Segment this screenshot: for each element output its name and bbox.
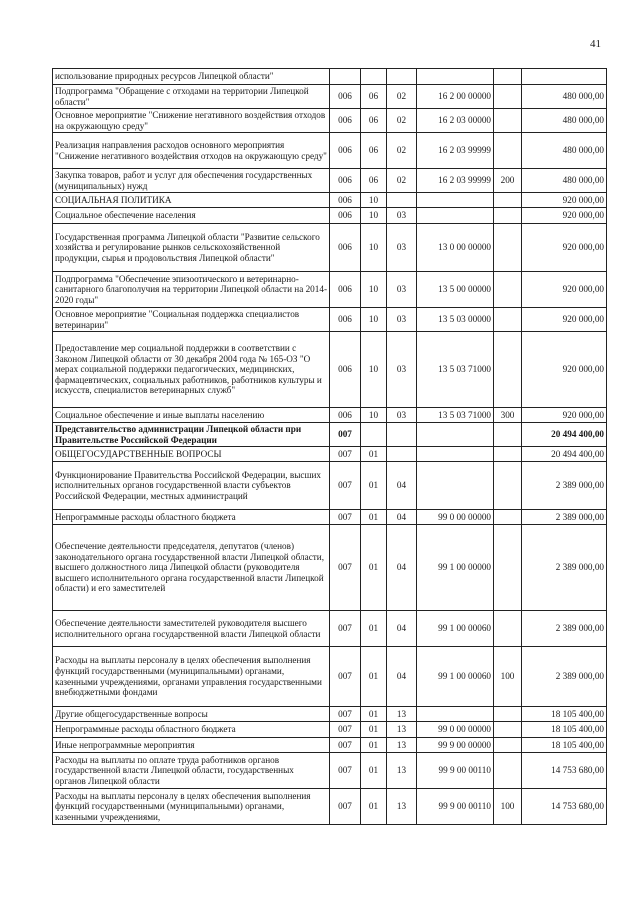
amount-cell: 2 389 000,00	[522, 611, 607, 647]
ministry-code-cell: 007	[330, 753, 361, 789]
expense-type-cell	[494, 85, 522, 109]
target-article-cell	[417, 462, 494, 510]
amount-cell: 14 753 680,00	[522, 789, 607, 825]
subsection-code-cell: 03	[387, 408, 417, 423]
target-article-cell	[417, 447, 494, 462]
ministry-code-cell: 006	[330, 308, 361, 332]
section-code-cell: 10	[361, 193, 387, 208]
expense-type-cell	[494, 133, 522, 169]
ministry-code-cell: 006	[330, 109, 361, 133]
subsection-code-cell: 04	[387, 647, 417, 707]
ministry-code-cell: 006	[330, 133, 361, 169]
ministry-code-cell: 006	[330, 208, 361, 224]
section-code-cell: 01	[361, 647, 387, 707]
budget-table-body	[53, 69, 607, 825]
row-name-cell: Расходы на выплаты по оплате труда работников органов государственной власти Липецкой области, государственных органов Липецкой области	[53, 753, 330, 789]
table-row	[53, 753, 607, 789]
row-name-cell: использование природных ресурсов Липецкой области"	[53, 69, 330, 85]
table-row	[53, 308, 607, 332]
table-row	[53, 133, 607, 169]
table-row	[53, 707, 607, 722]
target-article-cell: 16 2 03 00000	[417, 109, 494, 133]
subsection-code-cell: 02	[387, 85, 417, 109]
target-article-cell: 99 9 00 00110	[417, 753, 494, 789]
target-article-cell: 13 0 00 00000	[417, 224, 494, 272]
amount-cell: 920 000,00	[522, 193, 607, 208]
target-article-cell: 99 0 00 00000	[417, 722, 494, 738]
row-name-cell: Другие общегосударственные вопросы	[53, 707, 330, 722]
section-code-cell: 01	[361, 707, 387, 722]
budget-table	[52, 68, 607, 825]
row-name-cell: Государственная программа Липецкой области "Развитие сельского хозяйства и регулирование рынков сельскохозяйственной продукции, сырья и продовольствия Липецкой области"	[53, 224, 330, 272]
section-code-cell: 01	[361, 722, 387, 738]
subsection-code-cell: 03	[387, 332, 417, 408]
section-code-cell: 06	[361, 169, 387, 193]
ministry-code-cell: 006	[330, 224, 361, 272]
target-article-cell: 99 1 00 00060	[417, 611, 494, 647]
ministry-code-cell: 007	[330, 738, 361, 753]
section-code-cell: 01	[361, 525, 387, 611]
ministry-code-cell: 007	[330, 722, 361, 738]
row-name-cell: Расходы на выплаты персоналу в целях обеспечения выполнения функций государственными (муниципальными) органами, казенными учреждениями, органами управления государственными внебюджетными фондами	[53, 647, 330, 707]
expense-type-cell	[494, 525, 522, 611]
expense-type-cell	[494, 510, 522, 525]
subsection-code-cell: 03	[387, 272, 417, 308]
amount-cell: 18 105 400,00	[522, 707, 607, 722]
amount-cell: 480 000,00	[522, 109, 607, 133]
ministry-code-cell: 006	[330, 408, 361, 423]
subsection-code-cell: 13	[387, 753, 417, 789]
subsection-code-cell: 03	[387, 224, 417, 272]
target-article-cell: 13 5 03 71000	[417, 332, 494, 408]
subsection-code-cell: 03	[387, 208, 417, 224]
subsection-code-cell: 04	[387, 611, 417, 647]
row-name-cell: Непрограммные расходы областного бюджета	[53, 510, 330, 525]
ministry-code-cell: 007	[330, 611, 361, 647]
ministry-code-cell: 006	[330, 332, 361, 408]
expense-type-cell: 100	[494, 789, 522, 825]
ministry-code-cell: 007	[330, 707, 361, 722]
ministry-code-cell: 007	[330, 525, 361, 611]
subsection-code-cell: 03	[387, 308, 417, 332]
expense-type-cell: 200	[494, 169, 522, 193]
section-code-cell: 01	[361, 789, 387, 825]
expense-type-cell	[494, 707, 522, 722]
subsection-code-cell	[387, 69, 417, 85]
target-article-cell: 99 9 00 00110	[417, 789, 494, 825]
section-code-cell: 10	[361, 208, 387, 224]
row-name-cell: Представительство администрации Липецкой области при Правительстве Российской Федерации	[53, 423, 330, 447]
subsection-code-cell	[387, 193, 417, 208]
row-name-cell: Функционирование Правительства Российской Федерации, высших исполнительных органов государственной власти субъектов Российской Федерации, местных администраций	[53, 462, 330, 510]
target-article-cell: 16 2 03 99999	[417, 133, 494, 169]
amount-cell: 2 389 000,00	[522, 525, 607, 611]
expense-type-cell	[494, 738, 522, 753]
amount-cell: 920 000,00	[522, 224, 607, 272]
row-name-cell: Закупка товаров, работ и услуг для обеспечения государственных (муниципальных) нужд	[53, 169, 330, 193]
row-name-cell: Реализация направления расходов основного мероприятия "Снижение негативного воздействия отходов на окружающую среду"	[53, 133, 330, 169]
section-code-cell	[361, 423, 387, 447]
row-name-cell: Подпрограмма "Обращение с отходами на территории Липецкой области"	[53, 85, 330, 109]
table-row	[53, 208, 607, 224]
section-code-cell: 01	[361, 738, 387, 753]
amount-cell: 20 494 400,00	[522, 447, 607, 462]
amount-cell: 480 000,00	[522, 85, 607, 109]
row-name-cell: Социальное обеспечение и иные выплаты населению	[53, 408, 330, 423]
row-name-cell: Социальное обеспечение населения	[53, 208, 330, 224]
amount-cell: 480 000,00	[522, 133, 607, 169]
amount-cell: 2 389 000,00	[522, 510, 607, 525]
amount-cell: 18 105 400,00	[522, 722, 607, 738]
amount-cell: 20 494 400,00	[522, 423, 607, 447]
section-code-cell: 01	[361, 510, 387, 525]
subsection-code-cell: 02	[387, 133, 417, 169]
row-name-cell: СОЦИАЛЬНАЯ ПОЛИТИКА	[53, 193, 330, 208]
target-article-cell	[417, 193, 494, 208]
expense-type-cell	[494, 462, 522, 510]
amount-cell: 920 000,00	[522, 332, 607, 408]
expense-type-cell	[494, 332, 522, 408]
table-row	[53, 193, 607, 208]
expense-type-cell	[494, 272, 522, 308]
table-row	[53, 109, 607, 133]
subsection-code-cell: 04	[387, 510, 417, 525]
ministry-code-cell: 007	[330, 789, 361, 825]
row-name-cell: Основное мероприятие "Социальная поддержка специалистов ветеринарии"	[53, 308, 330, 332]
amount-cell: 14 753 680,00	[522, 753, 607, 789]
target-article-cell	[417, 208, 494, 224]
ministry-code-cell	[330, 69, 361, 85]
section-code-cell: 10	[361, 272, 387, 308]
section-code-cell: 10	[361, 408, 387, 423]
target-article-cell: 13 5 00 00000	[417, 272, 494, 308]
section-code-cell: 01	[361, 447, 387, 462]
amount-cell	[522, 69, 607, 85]
section-code-cell: 01	[361, 462, 387, 510]
row-name-cell: Подпрограмма "Обеспечение эпизоотического и ветеринарно-санитарного благополучия на территории Липецкой области на 2014-2020 годы"	[53, 272, 330, 308]
table-row	[53, 169, 607, 193]
row-name-cell: ОБЩЕГОСУДАРСТВЕННЫЕ ВОПРОСЫ	[53, 447, 330, 462]
subsection-code-cell: 02	[387, 109, 417, 133]
amount-cell: 920 000,00	[522, 308, 607, 332]
table-row	[53, 423, 607, 447]
row-name-cell: Непрограммные расходы областного бюджета	[53, 722, 330, 738]
expense-type-cell	[494, 753, 522, 789]
expense-type-cell	[494, 447, 522, 462]
section-code-cell: 01	[361, 611, 387, 647]
table-row	[53, 525, 607, 611]
expense-type-cell	[494, 611, 522, 647]
target-article-cell	[417, 69, 494, 85]
table-row	[53, 69, 607, 85]
amount-cell: 920 000,00	[522, 272, 607, 308]
table-row	[53, 462, 607, 510]
target-article-cell	[417, 707, 494, 722]
expense-type-cell	[494, 224, 522, 272]
amount-cell: 920 000,00	[522, 408, 607, 423]
expense-type-cell: 300	[494, 408, 522, 423]
table-row	[53, 647, 607, 707]
ministry-code-cell: 006	[330, 85, 361, 109]
table-row	[53, 510, 607, 525]
section-code-cell	[361, 69, 387, 85]
ministry-code-cell: 007	[330, 462, 361, 510]
target-article-cell: 99 0 00 00000	[417, 510, 494, 525]
subsection-code-cell: 04	[387, 525, 417, 611]
table-row	[53, 738, 607, 753]
section-code-cell: 06	[361, 85, 387, 109]
ministry-code-cell: 006	[330, 193, 361, 208]
amount-cell: 2 389 000,00	[522, 462, 607, 510]
subsection-code-cell: 13	[387, 707, 417, 722]
amount-cell: 920 000,00	[522, 208, 607, 224]
table-row	[53, 272, 607, 308]
subsection-code-cell: 13	[387, 722, 417, 738]
table-row	[53, 789, 607, 825]
ministry-code-cell: 006	[330, 169, 361, 193]
row-name-cell: Иные непрограммные мероприятия	[53, 738, 330, 753]
table-row	[53, 85, 607, 109]
subsection-code-cell: 04	[387, 462, 417, 510]
section-code-cell: 10	[361, 224, 387, 272]
table-row	[53, 408, 607, 423]
page-number: 41	[590, 38, 601, 50]
ministry-code-cell: 007	[330, 423, 361, 447]
amount-cell: 2 389 000,00	[522, 647, 607, 707]
ministry-code-cell: 006	[330, 272, 361, 308]
expense-type-cell	[494, 722, 522, 738]
subsection-code-cell: 02	[387, 169, 417, 193]
table-row	[53, 332, 607, 408]
table-row	[53, 722, 607, 738]
expense-type-cell	[494, 69, 522, 85]
expense-type-cell	[494, 208, 522, 224]
ministry-code-cell: 007	[330, 447, 361, 462]
target-article-cell: 99 9 00 00000	[417, 738, 494, 753]
row-name-cell: Основное мероприятие "Снижение негативного воздействия отходов на окружающую среду"	[53, 109, 330, 133]
expense-type-cell	[494, 109, 522, 133]
section-code-cell: 01	[361, 753, 387, 789]
target-article-cell: 13 5 03 00000	[417, 308, 494, 332]
section-code-cell: 06	[361, 109, 387, 133]
expense-type-cell	[494, 423, 522, 447]
subsection-code-cell: 13	[387, 738, 417, 753]
expense-type-cell	[494, 193, 522, 208]
expense-type-cell: 100	[494, 647, 522, 707]
row-name-cell: Предоставление мер социальной поддержки в соответствии с Законом Липецкой области от 30 декабря 2004 года № 165-ОЗ "О мерах социальной поддержки педагогических, медицинских, фармацевтических, социальных работников, работников культуры и искусств, специалистов ветеринарных служб"	[53, 332, 330, 408]
target-article-cell: 16 2 00 00000	[417, 85, 494, 109]
ministry-code-cell: 007	[330, 510, 361, 525]
section-code-cell: 06	[361, 133, 387, 169]
target-article-cell	[417, 423, 494, 447]
subsection-code-cell	[387, 423, 417, 447]
amount-cell: 480 000,00	[522, 169, 607, 193]
section-code-cell: 10	[361, 308, 387, 332]
table-row	[53, 447, 607, 462]
ministry-code-cell: 007	[330, 647, 361, 707]
target-article-cell: 16 2 03 99999	[417, 169, 494, 193]
target-article-cell: 13 5 03 71000	[417, 408, 494, 423]
subsection-code-cell	[387, 447, 417, 462]
subsection-code-cell: 13	[387, 789, 417, 825]
section-code-cell: 10	[361, 332, 387, 408]
table-row	[53, 224, 607, 272]
table-row	[53, 611, 607, 647]
row-name-cell: Обеспечение деятельности заместителей руководителя высшего исполнительного органа государственной власти Липецкой области	[53, 611, 330, 647]
expense-type-cell	[494, 308, 522, 332]
row-name-cell: Обеспечение деятельности председателя, депутатов (членов) законодательного органа государственной власти Липецкой области, высшего должностного лица Липецкой области (руководителя высшего исполнительного органа государственной власти Липецкой области) и его заместителей	[53, 525, 330, 611]
row-name-cell: Расходы на выплаты персоналу в целях обеспечения выполнения функций государственными (муниципальными) органами, казенными учреждениями,	[53, 789, 330, 825]
target-article-cell: 99 1 00 00000	[417, 525, 494, 611]
amount-cell: 18 105 400,00	[522, 738, 607, 753]
target-article-cell: 99 1 00 00060	[417, 647, 494, 707]
